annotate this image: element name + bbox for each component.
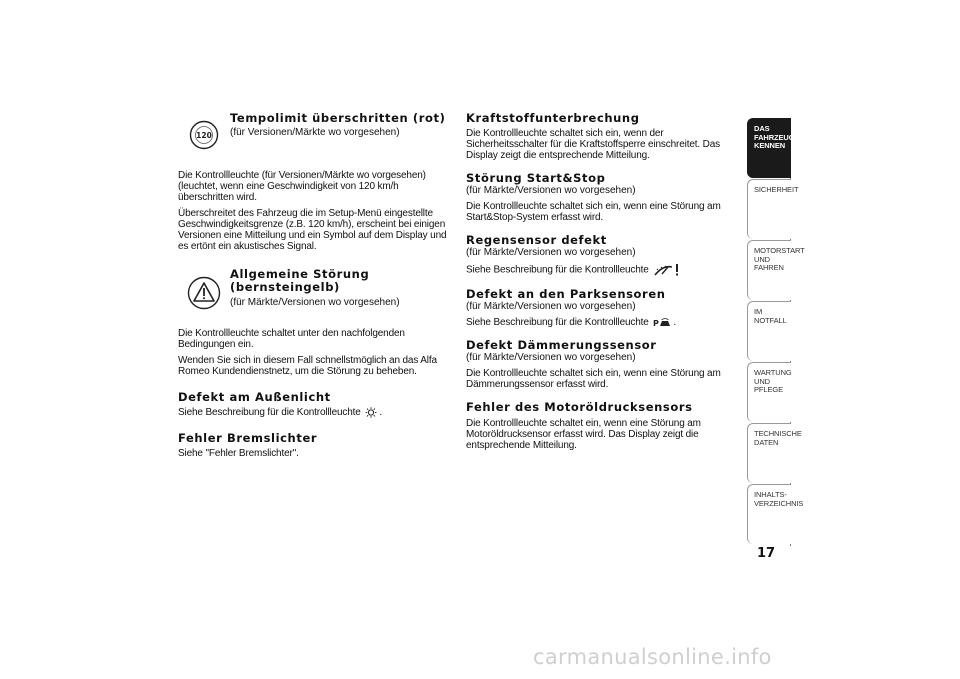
exterior-light-text-end: . xyxy=(379,407,382,419)
sidebar-tab-label: WARTUNG UND PFLEGE xyxy=(754,368,792,394)
dusk-sensor-note: (für Märkte/Versionen wo vorgesehen) xyxy=(466,352,636,364)
general-fault-note: (für Märkte/Versionen wo vorgesehen) xyxy=(230,297,400,308)
general-fault-paragraph-1: Die Kontrollleuchte schaltet unter den nachfolgenden Bedingungen ein. xyxy=(178,328,405,350)
left-column xyxy=(178,112,450,459)
warning-triangle-icon xyxy=(187,276,221,310)
sidebar-tab-label: SICHERHEIT xyxy=(754,185,799,194)
sidebar-tab-label: INHALTS-VERZEICHNIS xyxy=(754,490,804,508)
park-sensor-icon xyxy=(653,317,671,328)
speed-limit-heading: Tempolimit überschritten (rot) xyxy=(230,111,446,125)
rain-sensor-text: Siehe Beschreibung für die Kontrollleuchte xyxy=(466,264,649,276)
start-stop-text: Die Kontrollleuchte schaltet sich ein, wenn eine Störung am Start&Stop-System erfasst wird. xyxy=(466,201,721,223)
oil-pressure-heading: Fehler des Motoröldrucksensors xyxy=(466,400,693,415)
watermark: carmanualsonline.info xyxy=(533,645,772,669)
exterior-light-text-line xyxy=(178,407,450,418)
wiper-fault-icon xyxy=(653,263,681,277)
start-stop-heading: Störung Start&Stop xyxy=(466,171,606,185)
speed-limit-paragraph-2: Überschreitet des Fahrzeug die im Setup-Menü eingestellte Geschwindigkeitsgrenze (z.B. 120 km/h), erscheint bei einigen Versionen eine Mitteilung und ein Symbol auf dem Display und es ertönt ein akustisches Signal. xyxy=(178,208,447,252)
sidebar-tab-label: TECHNISCHE DATEN xyxy=(754,429,802,447)
sidebar-tab-motorstart[interactable] xyxy=(747,240,805,300)
rain-sensor-note: (für Märkte/Versionen wo vorgesehen) xyxy=(466,247,636,258)
general-fault-heading: Allgemeine Störung (bernsteingelb) xyxy=(230,267,370,294)
brake-light-heading: Fehler Bremslichter xyxy=(178,431,318,446)
park-sensor-heading: Defekt an den Parksensoren xyxy=(466,287,666,301)
speed-limit-note: (für Versionen/Märkte wo vorgesehen) xyxy=(230,127,400,138)
brake-light-text: Siehe "Fehler Bremslichter". xyxy=(178,448,299,460)
sidebar-tab-das-fahrzeug-kennen[interactable] xyxy=(747,118,795,178)
speed-limit-paragraph-1: Die Kontrollleuchte (für Versionen/Märkte wo vorgesehen) (leuchtet, wenn eine Geschwindigkeit von 120 km/h überschritten wird. xyxy=(178,170,426,203)
rain-sensor-text-line xyxy=(466,263,741,277)
oil-pressure-text: Die Kontrollleuchte schaltet ein, wenn eine Störung am Motoröldrucksensor erfasst wird. Das Display zeigt die entsprechende Mitteilung. xyxy=(466,418,701,452)
fuel-cutoff-text: Die Kontrollleuchte schaltet sich ein, wenn der Sicherheitsschalter für die Kraftstoffsperre einschreitet. Das Display zeigt die entsprechende Mitteilung. xyxy=(466,128,720,161)
sidebar-tab-sicherheit[interactable] xyxy=(747,179,799,239)
bulb-fault-icon xyxy=(365,407,377,418)
sidebar-tab-label: DAS FAHRZEUG KENNEN xyxy=(754,124,795,150)
park-sensor-note: (für Märkte/Versionen wo vorgesehen) xyxy=(466,301,636,312)
page-number: 17 xyxy=(757,546,776,561)
middle-column xyxy=(466,112,741,451)
start-stop-note: (für Märkte/Versionen wo vorgesehen) xyxy=(466,185,636,196)
sidebar-tab-technische-daten[interactable] xyxy=(747,423,802,483)
speed-limit-120-icon xyxy=(189,120,219,150)
sidebar-tab-inhaltsverzeichnis[interactable] xyxy=(747,484,804,544)
sidebar-tab-im-notfall[interactable] xyxy=(747,301,791,361)
chapter-sidebar xyxy=(747,118,805,545)
dusk-sensor-heading: Defekt Dämmerungssensor xyxy=(466,338,657,353)
park-sensor-text-end: . xyxy=(673,317,676,329)
dusk-sensor-text: Die Kontrollleuchte schaltet sich ein, wenn eine Störung am Dämmerungssensor erfasst wird. xyxy=(466,368,721,391)
rain-sensor-heading: Regensensor defekt xyxy=(466,233,607,247)
speed-limit-icon-label: 120 xyxy=(196,131,212,140)
speed-limit-section xyxy=(178,112,450,150)
fuel-cutoff-heading: Kraftstoffunterbrechung xyxy=(466,111,640,125)
svg-text:P: P xyxy=(653,319,660,328)
park-sensor-text: Siehe Beschreibung für die Kontrollleuchte xyxy=(466,317,649,329)
park-sensor-text-line xyxy=(466,317,741,328)
sidebar-tab-label: MOTORSTART UND FAHREN xyxy=(754,246,805,272)
exterior-light-heading: Defekt am Außenlicht xyxy=(178,390,331,404)
sidebar-tab-wartung[interactable] xyxy=(747,362,791,422)
general-fault-paragraph-2: Wenden Sie sich in diesem Fall schnellstmöglich an das Alfa Romeo Kundendienstnetz, um die Störung zu beheben. xyxy=(178,355,437,377)
exterior-light-text: Siehe Beschreibung für die Kontrollleuchte xyxy=(178,407,361,419)
general-fault-section xyxy=(178,268,450,310)
sidebar-tab-label: IM NOTFALL xyxy=(754,307,787,325)
